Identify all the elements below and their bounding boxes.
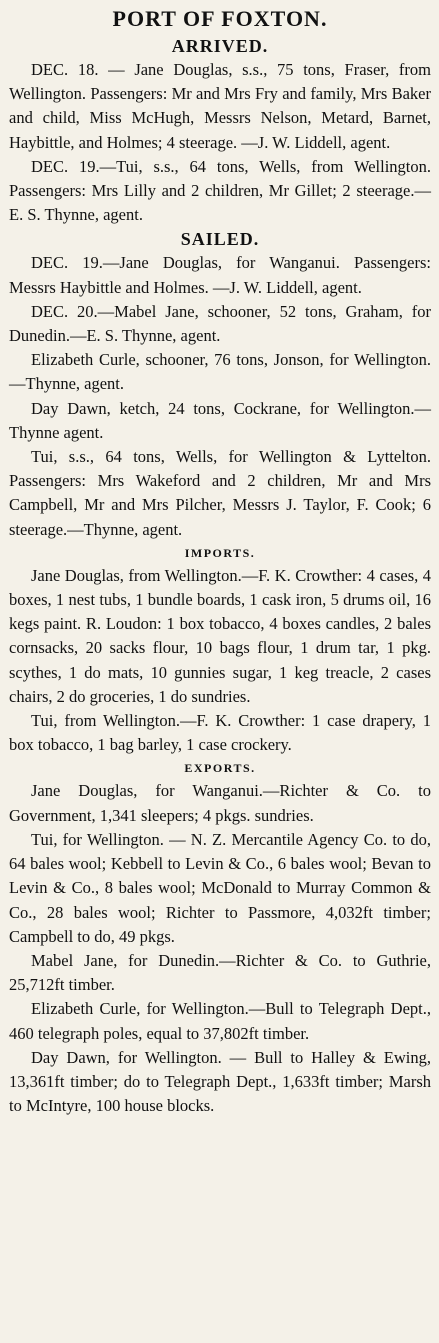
exports-entry: Tui, for Wellington. — N. Z. Mercantile Agency Co. to do, 64 bales wool; Kebbell to Levin & Co., 6 bales wool; Bevan to Levin & Co., 8 bales wool; McDonald to Murray Common & Co., 28 bales wool; Richter to Passmore, 4,032ft timber; Campbell to do, 49 pkgs.	[9, 829, 431, 946]
arrived-heading: ARRIVED.	[171, 36, 269, 56]
arrived-entry: DEC. 19.—Tui, s.s., 64 tons, Wells, from Wellington. Passengers: Mrs Lilly and 2 children, Mr Gillet; 2 steerage.—E. S. Thynne, agent.	[9, 156, 431, 225]
sailed-heading: SAILED.	[180, 229, 260, 250]
exports-entry: Elizabeth Curle, for Wellington.—Bull to Telegraph Dept., 460 telegraph poles, equal to 37,802ft timber.	[9, 999, 431, 1043]
exports-entry: Jane Douglas, for Wanganui.—Richter & Co. to Government, 1,341 sleepers; 4 pkgs. sundries.	[9, 781, 431, 825]
imports-entry: Jane Douglas, from Wellington.—F. K. Crowther: 4 cases, 4 boxes, 1 nest tubs, 1 bundle boards, 1 cask iron, 5 drums oil, 16 kegs paint. R. Loudon: 1 box tobacco, 4 boxes candles, 2 bales cornsacks, 20 sacks flour, 10 bags flour, 1 drum tar, 1 pkg. scythes, 1 do mats, 10 gunnies sugar, 1 keg treacle, 2 cases chairs, 2 do groceries, 1 do sundries.	[9, 565, 431, 706]
arrived-entry: DEC. 18. — Jane Douglas, s.s., 75 tons, Fraser, from Wellington. Passengers: Mr and Mrs Fry and family, Mrs Baker and child, Miss McHugh, Messrs Nelson, Metard, Barnet, Haybittle, and Holmes; 4 steerage. —J. W. Liddell, agent.	[9, 60, 431, 152]
imports-heading: IMPORTS.	[184, 545, 256, 560]
exports-heading: EXPORTS.	[184, 761, 256, 776]
exports-entry: Mabel Jane, for Dunedin.—Richter & Co. to Guthrie, 25,712ft timber.	[9, 950, 431, 995]
sailed-entry: Elizabeth Curle, schooner, 76 tons, Jonson, for Wellington.—Thynne, agent.	[9, 350, 431, 394]
sailed-entry: DEC. 19.—Jane Douglas, for Wanganui. Passengers: Messrs Haybittle and Holmes. —J. W. Liddell, agent.	[9, 253, 431, 297]
sailed-entry: Tui, s.s., 64 tons, Wells, for Wellington & Lyttelton. Passengers: Mrs Wakeford and 2 children, Mr and Mrs Campbell, Mr and Mrs Pilcher, Messrs J. Taylor, F. Cook; 6 steerage.—Thynne, agent.	[9, 447, 431, 539]
masthead-title: PORT OF FOXTON.	[112, 6, 328, 31]
sailed-entry: Day Dawn, ketch, 24 tons, Cockrane, for Wellington.—Thynne agent.	[9, 398, 431, 442]
exports-entry: Day Dawn, for Wellington. — Bull to Halley & Ewing, 13,361ft timber; do to Telegraph Dept., 1,633ft timber; Marsh to McIntyre, 100 house blocks.	[9, 1047, 431, 1116]
sailed-entry: DEC. 20.—Mabel Jane, schooner, 52 tons, Graham, for Dunedin.—E. S. Thynne, agent.	[9, 301, 431, 346]
imports-entry: Tui, from Wellington.—F. K. Crowther: 1 case drapery, 1 box tobacco, 1 bag barley, 1 case crockery.	[9, 711, 431, 755]
